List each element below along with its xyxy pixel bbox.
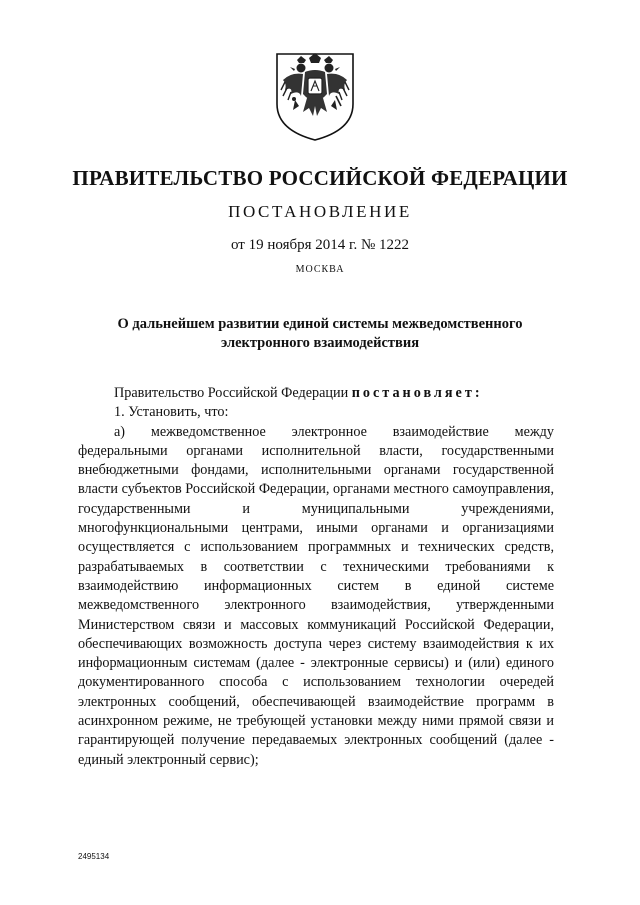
clause-1: 1. Установить, что: [114, 404, 229, 421]
preamble [78, 384, 554, 403]
preamble-text: Правительство Российской Федерации [114, 385, 352, 401]
document-type: ПОСТАНОВЛЕНИЕ [228, 202, 412, 221]
clause-1a: а) межведомственное электронное взаимодействие между федеральными органами исполнительной власти, государственными внебюджетными фондами, исполнительными органами государственной власти субъектов Российской Федерации, органами местного самоуправления, государственными и муниципальными учреждениями, многофункциональными центрами, иными органами и организациями осуществляется с использованием программных и технических средств, разрабатываемых в соответствии с техническими требованиями к взаимодействию информационных систем в единой системе межведомственного электронного взаимодействия, утвержденными Министерством связи и массовых коммуникаций Российской Федерации, обеспечивающих возможность доступа через систему взаимодействия к их информационным системам (далее - электронные сервисы) и (или) единого документированного способа с использованием технологии очередей электронных сообщений, обеспечивающей взаимодействие программ в асинхронном режиме, не требующей установки между ними прямой связи и гарантирующей получение передаваемых электронных сообщений (далее - единый электронный сервис); [78, 423, 554, 768]
document-city: МОСКВА [295, 264, 345, 275]
document-code: 2495134 [78, 852, 110, 861]
preamble-decree-word: постановляет: [351, 385, 483, 401]
document-title-line-1: О дальнейшем развитии единой системы межведомственного [117, 316, 523, 332]
document-title-line-2: электронного взаимодействия [220, 335, 420, 351]
coat-of-arms-icon [273, 50, 357, 142]
document-date-number: от 19 ноября 2014 г. № 1222 [230, 237, 410, 253]
government-name: ПРАВИТЕЛЬСТВО РОССИЙСКОЙ ФЕДЕРАЦИИ [72, 166, 568, 190]
document-title [100, 315, 540, 353]
document-body [78, 384, 554, 770]
